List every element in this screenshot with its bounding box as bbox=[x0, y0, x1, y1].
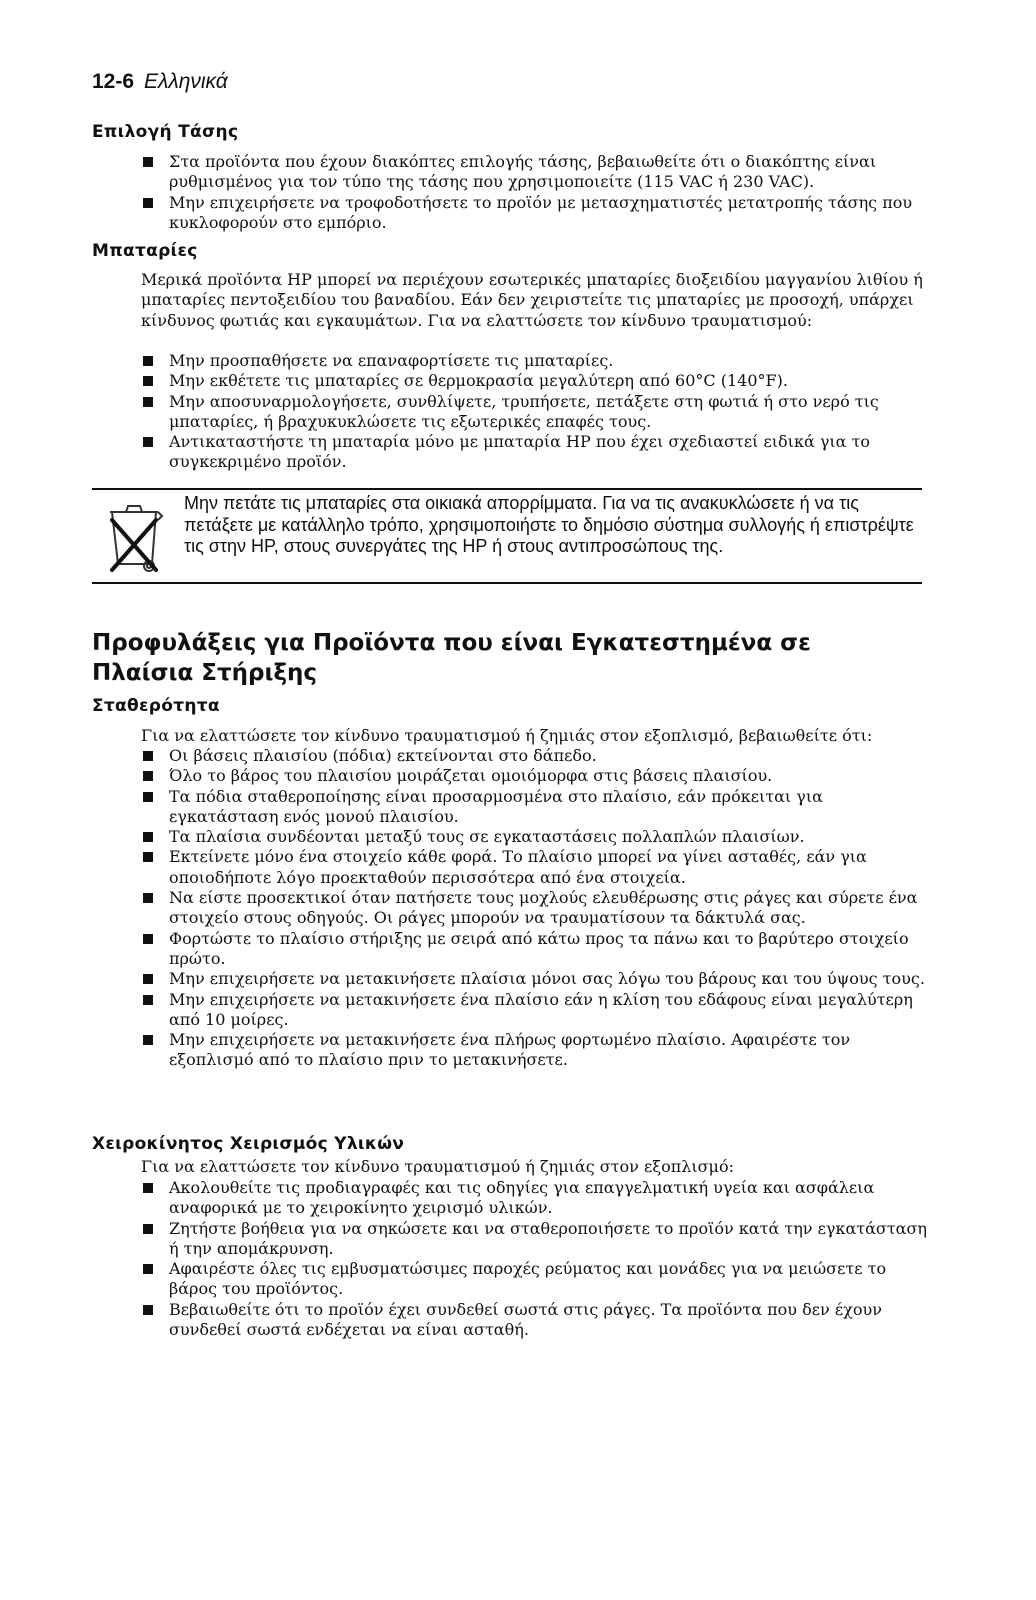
bullet-icon bbox=[143, 356, 153, 366]
rack-section-title: Προφυλάξεις για Προϊόντα που είναι Εγκατεστημένα σε Πλαίσια Στήριξης bbox=[92, 630, 811, 686]
list-item: Μην επιχειρήσετε να μετακινήσετε ένα πλαίσιο εάν η κλίση του εδάφους είναι μεγαλύτερη από 10 μοίρες. bbox=[141, 990, 931, 1031]
stability-heading: Σταθερότητα bbox=[92, 696, 220, 716]
chapter-language: Ελληνικά bbox=[144, 70, 228, 93]
bullet-icon bbox=[143, 157, 153, 167]
bullet-icon bbox=[143, 934, 153, 944]
bullet-icon bbox=[143, 852, 153, 862]
bullet-icon bbox=[143, 1183, 153, 1193]
page-number: 12-6 bbox=[92, 70, 135, 93]
bullet-icon bbox=[143, 397, 153, 407]
manual-handling-list bbox=[141, 1178, 931, 1340]
list-item: Μην επιχειρήσετε να μετακινήσετε ένα πλήρως φορτωμένο πλαίσιο. Αφαιρέστε τον εξοπλισμό από το πλαίσιο πριν το μετακινήσετε. bbox=[141, 1030, 931, 1071]
list-item: Εκτείνετε μόνο ένα στοιχείο κάθε φορά. Το πλαίσιο μπορεί να γίνει ασταθές, εάν για οποιοδήποτε λόγο προεκταθούν περισσότερα από ένα στοιχεία. bbox=[141, 847, 931, 888]
bullet-icon bbox=[143, 376, 153, 386]
list-item: Αφαιρέστε όλες τις εμβυσματώσιμες παροχές ρεύματος και μονάδες για να μειώσετε το βάρος του προϊόντος. bbox=[141, 1259, 931, 1300]
list-item: Μην εκθέτετε τις μπαταρίες σε θερμοκρασία μεγαλύτερη από 60°C (140°F). bbox=[141, 371, 931, 391]
bullet-icon bbox=[143, 198, 153, 208]
list-item: Μην προσπαθήσετε να επαναφορτίσετε τις μπαταρίες. bbox=[141, 351, 931, 371]
recycle-note-text: Μην πετάτε τις μπαταρίες στα οικιακά απορρίμματα. Για να τις ανακυκλώσετε ή να τις πετάξετε με κατάλληλο τρόπο, χρησιμοποιήστε το δημόσιο σύστημα συλλογής ή επιστρέψτε τις στην HP, στους συνεργάτες της HP ή στους αντιπροσώπους της. bbox=[184, 493, 914, 556]
bullet-icon bbox=[143, 974, 153, 984]
batteries-list bbox=[141, 351, 931, 473]
list-item: Μην επιχειρήσετε να μετακινήσετε πλαίσια μόνοι σας λόγω του βάρους και του ύψους τους. bbox=[141, 969, 931, 989]
list-item: Μην επιχειρήσετε να τροφοδοτήσετε το προϊόν με μετασχηματιστές μετατροπής τάσης που κυκλοφορούν στο εμπόριο. bbox=[141, 193, 931, 234]
crossed-out-wheeled-bin-icon bbox=[102, 498, 166, 578]
bullet-icon bbox=[143, 1035, 153, 1045]
batteries-intro: Μερικά προϊόντα HP μπορεί να περιέχουν εσωτερικές μπαταρίες διοξειδίου μαγγανίου λιθίου ή μπαταρίες πεντοξειδίου του βαναδίου. Εάν δεν χειριστείτε τις μπαταρίες με προσοχή, υπάρχει κίνδυνος φωτιάς και εγκαυμάτων. Για να ελαττώσετε τον κίνδυνο τραυματισμού: bbox=[141, 270, 923, 330]
voltage-heading: Επιλογή Τάσης bbox=[92, 122, 239, 142]
list-item: Να είστε προσεκτικοί όταν πατήσετε τους μοχλούς ελευθέρωσης στις ράγες και σύρετε ένα στοιχείο στους οδηγούς. Οι ράγες μπορούν να τραυματίσουν τα δάκτυλά σας. bbox=[141, 888, 931, 929]
bullet-icon bbox=[143, 995, 153, 1005]
list-item: Όλο το βάρος του πλαισίου μοιράζεται ομοιόμορφα στις βάσεις πλαισίου. bbox=[141, 766, 931, 786]
bullet-icon bbox=[143, 771, 153, 781]
stability-intro: Για να ελαττώσετε τον κίνδυνο τραυματισμού ή ζημιάς στον εξοπλισμό, βεβαιωθείτε ότι: bbox=[141, 726, 873, 745]
list-item: Αντικαταστήστε τη μπαταρία μόνο με μπαταρία HP που έχει σχεδιαστεί ειδικά για το συγκεκριμένο προϊόν. bbox=[141, 432, 931, 473]
list-item: Μην αποσυναρμολογήσετε, συνθλίψετε, τρυπήσετε, πετάξετε στη φωτιά ή στο νερό τις μπαταρίες, ή βραχυκυκλώσετε τις εξωτερικές επαφές τους. bbox=[141, 392, 931, 433]
list-item: Βεβαιωθείτε ότι το προϊόν έχει συνδεθεί σωστά στις ράγες. Τα προϊόντα που δεν έχουν συνδεθεί σωστά ενδέχεται να είναι ασταθή. bbox=[141, 1300, 931, 1341]
batteries-heading: Μπαταρίες bbox=[92, 241, 198, 261]
page-header bbox=[92, 70, 228, 94]
recycle-note bbox=[92, 488, 922, 584]
voltage-list bbox=[141, 152, 931, 233]
manual-handling-heading: Χειροκίνητος Χειρισμός Υλικών bbox=[92, 1134, 405, 1154]
list-item: Ακολουθείτε τις προδιαγραφές και τις οδηγίες για επαγγελματική υγεία και ασφάλεια αναφορικά με το χειροκίνητο χειρισμό υλικών. bbox=[141, 1178, 931, 1219]
list-item: Τα πλαίσια συνδέονται μεταξύ τους σε εγκαταστάσεις πολλαπλών πλαισίων. bbox=[141, 827, 931, 847]
bullet-icon bbox=[143, 437, 153, 447]
bullet-icon bbox=[143, 1305, 153, 1315]
list-item: Οι βάσεις πλαισίου (πόδια) εκτείνονται στο δάπεδο. bbox=[141, 746, 931, 766]
list-item: Στα προϊόντα που έχουν διακόπτες επιλογής τάσης, βεβαιωθείτε ότι ο διακόπτης είναι ρυθμισμένος για τον τύπο της τάσης που χρησιμοποιείτε (115 VAC ή 230 VAC). bbox=[141, 152, 931, 193]
bullet-icon bbox=[143, 792, 153, 802]
bullet-icon bbox=[143, 751, 153, 761]
list-item: Τα πόδια σταθεροποίησης είναι προσαρμοσμένα στο πλαίσιο, εάν πρόκειται για εγκατάσταση ενός μονού πλαισίου. bbox=[141, 787, 931, 828]
bullet-icon bbox=[143, 1264, 153, 1274]
list-item: Ζητήστε βοήθεια για να σηκώσετε και να σταθεροποιήσετε το προϊόν κατά την εγκατάσταση ή την απομάκρυνση. bbox=[141, 1219, 931, 1260]
bullet-icon bbox=[143, 832, 153, 842]
stability-list bbox=[141, 746, 931, 1071]
bullet-icon bbox=[143, 893, 153, 903]
bullet-icon bbox=[143, 1224, 153, 1234]
manual-handling-intro: Για να ελαττώσετε τον κίνδυνο τραυματισμού ή ζημιάς στον εξοπλισμό: bbox=[141, 1157, 734, 1176]
list-item: Φορτώστε το πλαίσιο στήριξης με σειρά από κάτω προς τα πάνω και το βαρύτερο στοιχείο πρώτο. bbox=[141, 929, 931, 970]
